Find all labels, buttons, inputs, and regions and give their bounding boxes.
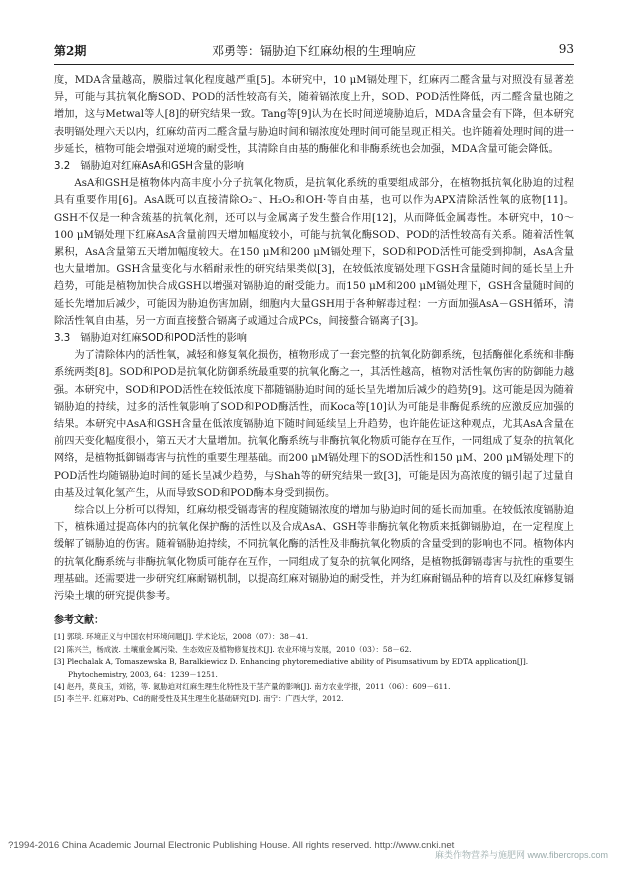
reference-item: [5] 李兰平. 红麻对Pb、Cd的耐受性及其生理生化基础研究[D]. 南宁：广西大学，2012. [54,694,344,704]
section-heading: 3.3 镉胁迫对红麻SOD和POD活性的影响 [54,333,247,345]
references-title: 参考文献： [54,615,104,627]
paragraph: 度，MDA含量越高，膜脂过氧化程度越严重[5]。本研究中，10 μM镉处理下，红麻丙二醛含量与对照没有显著差异，可能与其抗氧化酶SOD、POD的活性较高有关，随着镉浓度上升，SOD、POD活性降低，丙二醛含量也随之增加，这与Metwal等人[8]的研究结果一致。Tang等[9]认为在长时间逆境胁迫后，MDA含量会有下降，但本研究表明镉处理六天以内，红麻幼苗丙二醛含量与胁迫时间和镉浓度处理时间可能呈现正相关。也许随着处理时间的进一步延长，植物可能会增强对逆境的耐受性，其清除自由基的酶催化和非酶系统也会加强，MDA含量可能会降低。 [54,75,574,155]
watermark-text: 麻类作物营养与施肥网 www.fibercrops.com [434,850,608,860]
running-header [54,40,574,62]
journal-page [54,0,574,875]
paragraph: 综合以上分析可以得知，红麻幼根受镉毒害的程度随镉浓度的增加与胁迫时间的延长而加重。在较低浓度镉胁迫下，植株通过提高体内的抗氧化保护酶的活性以及合成AsA、GSH等非酶抗氧化物质来抵御镉胁迫，在一定程度上缓解了镉胁迫的伤害。随着镉胁迫持续，不同抗氧化酶的活性及非酶抗氧化物质的含量受到的影响也不同。植物体内的抗氧化酶系统与非酶抗氧化物质可能存在互作，一同组成了复杂的抗氧化网络，是植物抵御镉毒害与抗性的重要生理基础。还需要进一步研究红麻耐镉机制，以提高红麻对镉胁迫的耐受性，并为红麻耐镉品种的培育以及红麻修复镉污染土壤的研究提供参考。 [54,505,574,603]
article-body [54,72,574,706]
reference-item: [1] 郭琰. 环境正义与中国农村环境问题[J]. 学术论坛，2008（07）：38－41. [54,632,308,642]
page-number: 93 [558,42,574,56]
paragraph: 为了清除体内的活性氧，减轻和修复氧化损伤，植物形成了一套完整的抗氧化防御系统，包括酶催化系统和非酶系统两类[8]。SOD和POD是抗氧化防御系统最重要的抗氧化酶之一，其活性越高，植物对活性氧伤害的防御能力越强。本研究中，SOD和POD活性在较低浓度下都随镉胁迫时间的延长呈先增加后减少的趋势[9]。这可能是因为随着镉胁迫的持续，过多的活性氧影响了SOD和POD酶活性，而Koca等[10]认为可能是非酶促系统的应激反应加强的结果。本研究中AsA和GSH含量在低浓度镉胁迫下随时间延续呈上升趋势，也许能佐证这种观点，尤其AsA含量在前四天变化幅度很小，第五天才大量增加。抗氧化酶系统与非酶抗氧化物质可能存在互作，一同组成了复杂的抗氧化网络，是植物抵御镉毒害与抗性的重要生理基础。而200 μM镉处理下的SOD活性和150 μM、200 μM镉处理下的POD活性均随镉胁迫时间的延长呈减少趋势，与Shah等的研究结果一致[3]，可能是因为高浓度的镉引起了过量自由基及过氧化氢产生，从而导致SOD和POD酶本身受到损伤。 [54,350,574,499]
reference-item: [2] 陈兴兰，杨成波. 土壤重金属污染、生态效应及植物修复技术[J]. 农业环境与发展，2010（03）：58－62. [54,644,412,654]
reference-item: [3] Plechalak A, Tomaszewska B, Baralkiewicz D. Enhancing phytoremediative ability of Pisumsativum by EDTA application[J]. Phytochemistry, 2003, 64：1239－1251. [54,657,529,679]
issue-label: 第2期 [54,44,87,58]
header-rule [54,64,574,65]
running-title: 邓勇等：镉胁迫下红麻幼根的生理响应 [211,44,416,58]
reference-item: [4] 赵丹，莫良玉，刘铭，等. 氮胁迫对红麻生理生化特性及干茎产量的影响[J]. 南方农业学报，2011（06）：609－611. [54,681,451,691]
copyright-footer: ?1994-2016 China Academic Journal Electronic Publishing House. All rights reserved. http://www.cnki.net [8,840,455,851]
paragraph: AsA和GSH是植物体内高丰度小分子抗氧化物质，是抗氧化系统的重要组成部分，在植物抵抗氧化胁迫的过程具有重要作用[6]。AsA既可以直接清除O₂⁻、H₂O₂和OH·等自由基，也可以作为APX清除活性氧的底物[11]。GSH不仅是一种含巯基的抗氧化剂，还可以与金属离子发生螯合作用[12]，从而降低金属毒性。本研究中，10～100 μM镉处理下红麻AsA含量前四天增加幅度较小，可能与抗氧化酶SOD、POD的活性较高有关系。随着活性氧累积，AsA含量第五天增加幅度较大。在150 μM和200 μM镉处理下，SOD和POD活性可能受到抑制，AsA含量也大量增加。GSH含量变化与水稻耐汞性的研究结果类似[3]，在较低浓度镉处理下GSH含量随时间的延长呈上升趋势，可能是植物加快合成GSH以增强对镉胁迫的耐受能力。而150 μM和200 μM镉处理下，GSH含量随时间的延长先增加后减少，可能因为胁迫伤害加剧，细胞内大量GSH用于各种解毒过程：一方面加强AsA－GSH循环，清除活性氧自由基，另一方面直接螯合镉离子或通过合成PCs，间接螯合镉离子[3]。 [54,178,574,327]
section-heading: 3.2 镉胁迫对红麻AsA和GSH含量的影响 [54,161,244,173]
reference-list [54,631,574,705]
